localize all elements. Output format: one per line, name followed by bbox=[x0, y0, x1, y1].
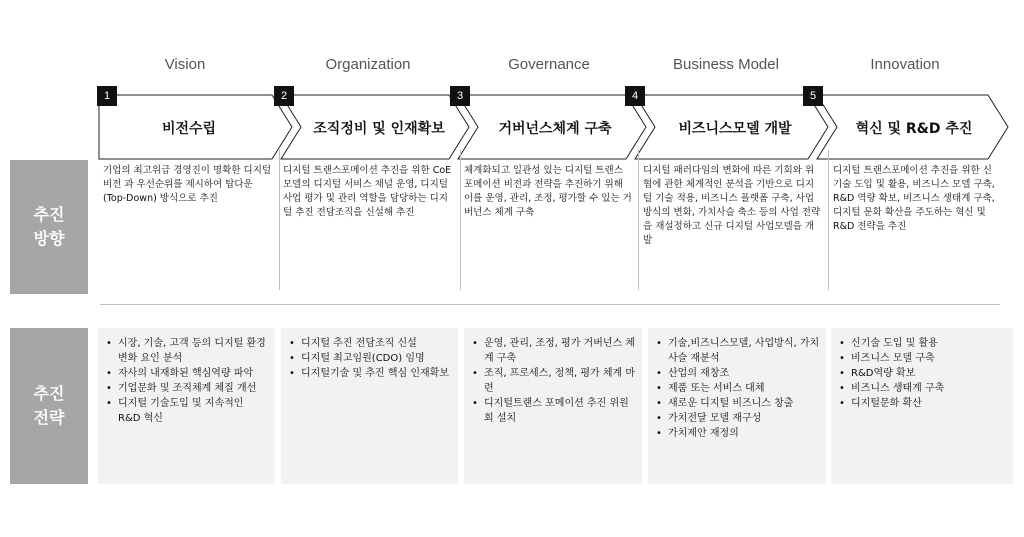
strategy-item: • 비즈니스 생태계 구축 bbox=[851, 381, 1007, 396]
step-number-2: 2 bbox=[274, 86, 294, 106]
direction-text-1: 기업의 최고위급 경영진이 명확한 디지털 비전 과 우선순위를 제시하여 탑다운(Top-Down) 방식으로 추진 bbox=[103, 165, 272, 204]
strategy-item: • 신기술 도입 및 활용 bbox=[851, 336, 1007, 351]
stage-title-4: 비즈니스모델 개발 bbox=[678, 121, 792, 137]
strategy-item: • 디지털 기술도입 및 지속적인 R&D 혁신 bbox=[118, 396, 269, 426]
strategy-box-4 bbox=[648, 328, 826, 484]
direction-divider-1 bbox=[279, 150, 280, 290]
strategy-item: • 디지털 최고임원(CDO) 임명 bbox=[301, 351, 452, 366]
row-label-strategy-line2: 전략 bbox=[33, 408, 65, 427]
strategy-box-2 bbox=[281, 328, 458, 484]
strategy-item: • 기술,비즈니스모델, 사업방식, 가치사슬 재분석 bbox=[668, 336, 820, 366]
strategy-item: • R&D역량 확보 bbox=[851, 366, 1007, 381]
strategy-box-5 bbox=[831, 328, 1013, 484]
strategy-item: • 조직, 프로세스, 정책, 평가 체계 마련 bbox=[484, 366, 636, 396]
stage-title-2: 조직정비 및 인재확보 bbox=[313, 121, 445, 137]
stage-header-vision: Vision bbox=[164, 56, 206, 73]
strategy-item: • 디지털문화 확산 bbox=[851, 396, 1007, 411]
direction-text-5: 디지털 트랜스포메이션 추진을 위한 신기술 도입 및 활용, 비즈니스 모델 구축, R&D 역량 확보, 비즈니스 생태계 구축, 디지털 문화 확산을 주도하는 혁신 및 R&D 전략을 추진 bbox=[833, 165, 995, 232]
strategy-box-1 bbox=[98, 328, 275, 484]
step-number-4: 4 bbox=[625, 86, 645, 106]
strategy-item: • 디지털기술 및 추진 핵심 인재확보 bbox=[301, 366, 452, 381]
stage-header-organization: Organization bbox=[325, 56, 411, 73]
strategy-item: • 가치전달 모델 재구성 bbox=[668, 411, 820, 426]
section-divider bbox=[100, 304, 1000, 305]
direction-text-2: 디지털 트랜스포메이션 추진을 위한 CoE 모델의 디지털 서비스 채널 운영, 디지털 사업 평가 및 관리 역할을 담당하는 디지털 추진 전담조직을 신설해 추진 bbox=[283, 165, 452, 218]
direction-divider-3 bbox=[638, 150, 639, 290]
strategy-item: • 디지털 추진 전담조직 신설 bbox=[301, 336, 452, 351]
direction-text-3: 체계화되고 일관성 있는 디지털 트랜스포메이션 비전과 전략을 추진하기 위해 이를 운영, 관리, 조정, 평가할 수 있는 거버넌스 체계 구축 bbox=[464, 165, 632, 218]
step-number-5: 5 bbox=[803, 86, 823, 106]
step-number-1: 1 bbox=[97, 86, 117, 106]
strategy-item: • 운영, 관리, 조정, 평가 거버넌스 체계 구축 bbox=[484, 336, 636, 366]
row-label-direction bbox=[10, 160, 88, 294]
row-label-direction-line2: 방향 bbox=[33, 229, 65, 248]
strategy-item: • 기업문화 및 조직체계 체질 개선 bbox=[118, 381, 269, 396]
strategy-item: • 가치제안 재정의 bbox=[668, 426, 820, 441]
strategy-item: • 제품 또는 서비스 대체 bbox=[668, 381, 820, 396]
stage-title-3: 거버넌스체계 구축 bbox=[498, 121, 612, 137]
direction-text-4: 디지털 패러다임의 변화에 따른 기회와 위협에 관한 체계적인 분석을 기반으로 디지털 기술 적용, 비즈니스 플랫폼 구축, 사업방식의 변화, 가치사슬 축소 등의 사업 전략을 재설정하고 신규 디지털 사업모델을 개발 bbox=[643, 165, 821, 246]
direction-divider-4 bbox=[828, 150, 829, 290]
stage-title-1: 비전수립 bbox=[161, 121, 217, 137]
stage-header-innovation: Innovation bbox=[870, 56, 940, 73]
step-number-3: 3 bbox=[450, 86, 470, 106]
stage-header-governance: Governance bbox=[508, 56, 590, 73]
strategy-item: • 자사의 내재화된 핵심역량 파악 bbox=[118, 366, 269, 381]
strategy-item: • 산업의 재창조 bbox=[668, 366, 820, 381]
strategy-item: • 시장, 기술, 고객 등의 디지털 환경변화 요인 분석 bbox=[118, 336, 269, 366]
strategy-box-3 bbox=[464, 328, 642, 484]
row-label-strategy bbox=[10, 328, 88, 484]
strategy-item: • 디지털트랜스 포메이션 추진 위원회 설치 bbox=[484, 396, 636, 426]
stage-header-business-model: Business Model bbox=[673, 56, 779, 73]
strategy-item: • 새로운 디지털 비즈니스 창출 bbox=[668, 396, 820, 411]
stage-title-5: 혁신 및 R&D 추진 bbox=[855, 121, 973, 137]
strategy-item: • 비즈니스 모델 구축 bbox=[851, 351, 1007, 366]
row-label-strategy-line1: 추진 bbox=[33, 384, 65, 403]
direction-divider-2 bbox=[460, 150, 461, 290]
row-label-direction-line1: 추진 bbox=[33, 205, 65, 224]
